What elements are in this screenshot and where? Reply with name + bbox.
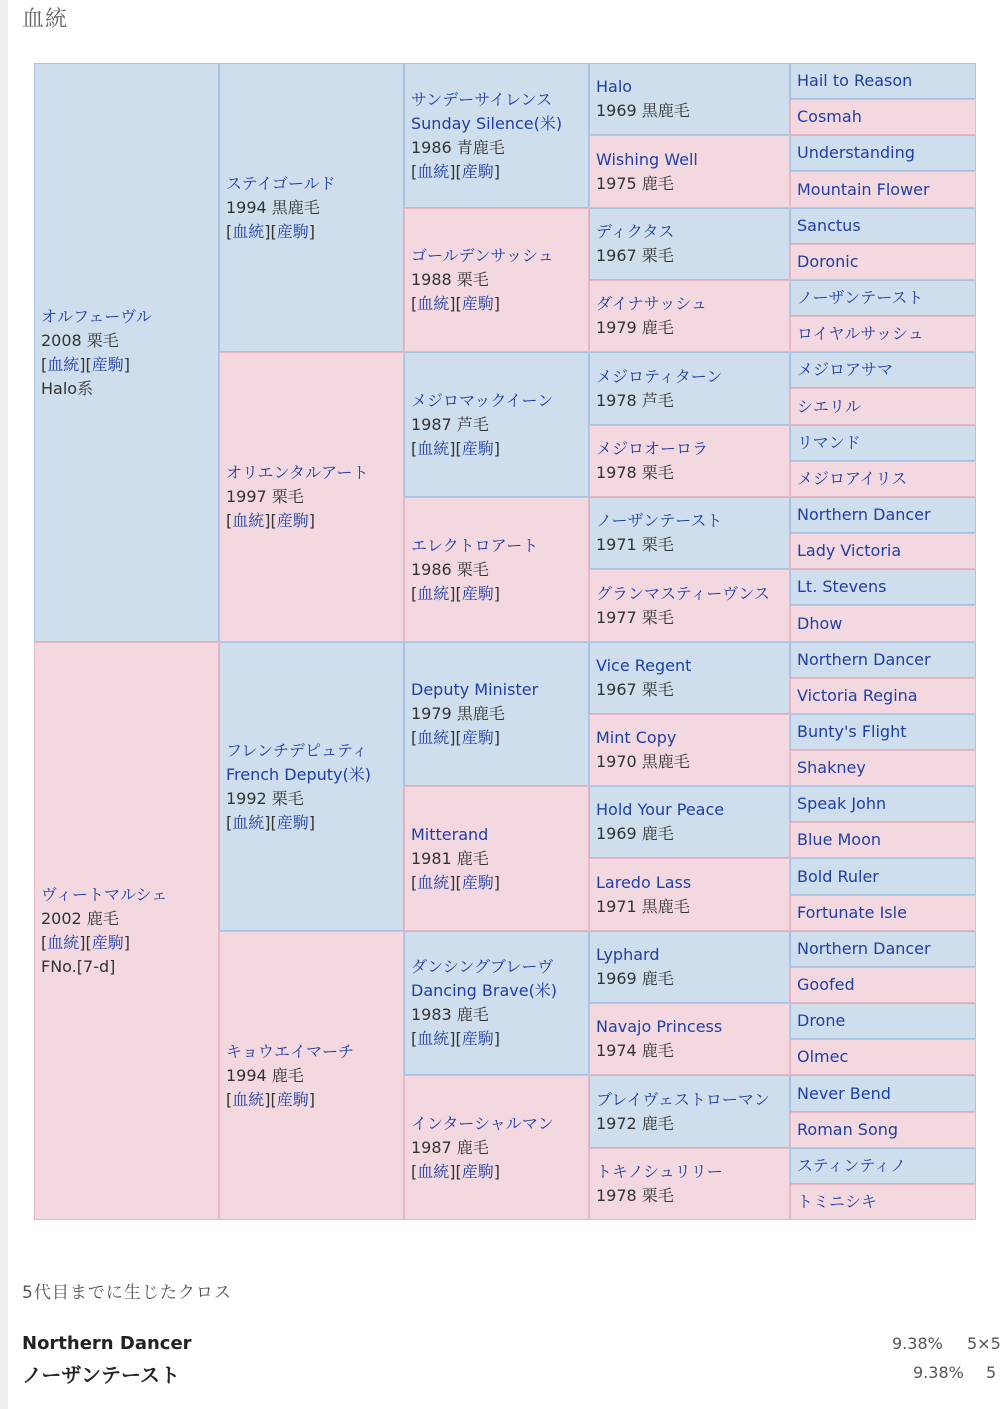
ancestor-cell xyxy=(790,316,976,352)
lineage-note: FNo.[7-d] xyxy=(41,957,116,976)
offspring-link[interactable]: 産駒 xyxy=(461,583,494,603)
pedigree-link[interactable]: 血統 xyxy=(417,583,450,603)
pedigree-link[interactable]: 血統 xyxy=(232,812,265,832)
pedigree-cell xyxy=(34,63,219,642)
pedigree-link[interactable]: 血統 xyxy=(417,161,450,181)
ancestor-name-link[interactable]: Doronic xyxy=(797,252,859,271)
horse-name-link[interactable]: キョウエイマーチ xyxy=(226,1041,355,1061)
birth-year-color: 1983 鹿毛 xyxy=(411,1005,489,1024)
horse-name-link[interactable]: ダイナサッシュ xyxy=(596,294,708,313)
ancestor-name-link[interactable]: ロイヤルサッシュ xyxy=(797,324,924,343)
pedigree-links: [血統][産駒] xyxy=(411,1161,501,1181)
ancestor-name-link[interactable]: ノーザンテースト xyxy=(797,288,924,307)
pedigree-cell xyxy=(34,642,219,1220)
cross-pattern: 5 xyxy=(986,1363,997,1382)
ancestor-cell xyxy=(790,822,976,858)
pedigree-table xyxy=(34,63,976,1220)
ancestor-cell xyxy=(790,171,976,208)
ancestor-name-link[interactable]: Olmec xyxy=(797,1047,849,1066)
pedigree-cell xyxy=(589,208,790,280)
ancestor-name-link[interactable]: Bold Ruler xyxy=(797,866,879,886)
horse-name-link[interactable]: Lyphard xyxy=(596,945,660,964)
pedigree-link[interactable]: 血統 xyxy=(47,354,80,374)
pedigree-links: [血統][産駒] xyxy=(411,1029,501,1048)
ancestor-cell xyxy=(790,63,976,99)
horse-name-link[interactable]: フレンチデピュティ xyxy=(226,740,368,760)
ancestor-cell xyxy=(790,497,976,533)
birth-year-color: 1978 栗毛 xyxy=(596,1186,674,1205)
pedigree-cell xyxy=(589,280,790,352)
cross-pattern: 5×5 xyxy=(967,1334,1001,1353)
horse-name-link[interactable]: オリエンタルアート xyxy=(226,463,369,482)
birth-year-color: 1978 栗毛 xyxy=(596,463,674,482)
cross-name[interactable]: ノーザンテースト xyxy=(22,1363,180,1387)
birth-year-color: 1994 黒鹿毛 xyxy=(226,197,320,217)
ancestor-cell xyxy=(790,967,976,1003)
birth-year-color: 1971 黒鹿毛 xyxy=(596,896,690,916)
horse-name-link[interactable]: ディクタス xyxy=(596,222,675,241)
ancestor-cell xyxy=(790,244,976,280)
ancestor-name-link[interactable]: Dhow xyxy=(797,613,843,633)
offspring-link[interactable]: 産駒 xyxy=(461,161,494,181)
ancestor-name-link[interactable]: Northern Dancer xyxy=(797,505,931,524)
birth-year-color: 1967 栗毛 xyxy=(596,680,674,699)
ancestor-cell xyxy=(790,858,976,895)
horse-name-link[interactable]: Halo xyxy=(596,77,633,96)
ancestor-name-link[interactable]: Lt. Stevens xyxy=(797,577,887,596)
horse-name-link[interactable]: グランマスティーヴンス xyxy=(596,583,770,603)
horse-english-name-link[interactable]: French Deputy(米) xyxy=(226,764,371,784)
pedigree-cell xyxy=(589,135,790,208)
ancestor-cell xyxy=(790,786,976,822)
pedigree-cell xyxy=(589,352,790,425)
ancestor-cell xyxy=(790,99,976,135)
horse-name-link[interactable]: Mitterand xyxy=(411,824,489,844)
horse-name-link[interactable]: ブレイヴェストローマン xyxy=(596,1089,770,1109)
horse-name-link[interactable]: Vice Regent xyxy=(596,656,692,675)
pedigree-link[interactable]: 血統 xyxy=(47,933,80,952)
pedigree-cell xyxy=(219,352,404,642)
ancestor-name-link[interactable]: Victoria Regina xyxy=(797,686,918,705)
ancestor-name-link[interactable]: Shakney xyxy=(797,758,866,777)
pedigree-cell xyxy=(404,497,589,642)
horse-name-link[interactable]: Hold Your Peace xyxy=(596,800,725,819)
ancestor-cell xyxy=(790,425,976,461)
ancestor-name-link[interactable]: Bunty's Flight xyxy=(797,722,907,741)
horse-name-link[interactable]: インターシャルマン xyxy=(411,1113,554,1133)
pedigree-cell xyxy=(404,642,589,786)
offspring-link[interactable]: 産駒 xyxy=(276,221,309,241)
offspring-link[interactable]: 産駒 xyxy=(461,872,494,892)
ancestor-name-link[interactable]: シエリル xyxy=(797,396,862,416)
ancestor-cell xyxy=(790,714,976,750)
horse-name-link[interactable]: メジロマックイーン xyxy=(411,390,554,410)
ancestor-name-link[interactable]: Sanctus xyxy=(797,216,861,235)
offspring-link[interactable]: 産駒 xyxy=(91,933,124,952)
lineage-note: Halo系 xyxy=(41,378,94,398)
ancestor-name-link[interactable]: Northern Dancer xyxy=(797,650,931,669)
birth-year-color: 1997 栗毛 xyxy=(226,487,304,506)
pedigree-cell xyxy=(589,1075,790,1148)
ancestor-name-link[interactable]: Lady Victoria xyxy=(797,541,902,560)
offspring-link[interactable]: 産駒 xyxy=(461,1029,494,1048)
pedigree-link[interactable]: 血統 xyxy=(417,728,450,747)
ancestor-name-link[interactable]: メジロアサマ xyxy=(797,360,894,379)
horse-name-link[interactable]: Laredo Lass xyxy=(596,872,692,892)
birth-year-color: 1967 栗毛 xyxy=(596,246,674,265)
pedigree-links: [血統][産駒] xyxy=(226,812,316,832)
section-title: 血統 xyxy=(22,7,69,32)
pedigree-cell xyxy=(589,1003,790,1075)
birth-year-color: 1979 黒鹿毛 xyxy=(411,704,505,723)
ancestor-name-link[interactable]: Mountain Flower xyxy=(797,179,930,199)
pedigree-cell xyxy=(589,1148,790,1220)
pedigree-cell xyxy=(589,63,790,135)
birth-year-color: 1975 鹿毛 xyxy=(596,173,674,193)
ancestor-name-link[interactable]: Fortunate Isle xyxy=(797,903,907,922)
pedigree-cell xyxy=(404,786,589,931)
ancestor-cell xyxy=(790,1039,976,1075)
pedigree-links: [血統][産駒] xyxy=(226,221,316,241)
pedigree-link[interactable]: 血統 xyxy=(417,438,450,458)
ancestor-name-link[interactable]: Cosmah xyxy=(797,107,862,126)
pedigree-links: [血統][産駒] xyxy=(411,438,501,458)
birth-year-color: 1981 鹿毛 xyxy=(411,848,489,868)
cross-heading: 5代目までに生じたクロス xyxy=(22,1283,232,1303)
pedigree-links: [血統][産駒] xyxy=(226,511,316,530)
ancestor-cell xyxy=(790,388,976,425)
pedigree-cell xyxy=(219,931,404,1220)
pedigree-cell xyxy=(404,1075,589,1220)
birth-year-color: 1978 芦毛 xyxy=(596,390,674,410)
cross-name[interactable]: Northern Dancer xyxy=(22,1333,192,1354)
pedigree-link[interactable]: 血統 xyxy=(417,1161,450,1181)
ancestor-name-link[interactable]: トミニシキ xyxy=(797,1192,878,1211)
ancestor-name-link[interactable]: Never Bend xyxy=(797,1083,891,1103)
birth-year-color: 1987 芦毛 xyxy=(411,414,489,434)
ancestor-name-link[interactable]: スティンティノ xyxy=(797,1156,907,1175)
horse-name-link[interactable]: Navajo Princess xyxy=(596,1017,723,1036)
pedigree-links: [血統][産駒] xyxy=(411,583,501,603)
ancestor-name-link[interactable]: Blue Moon xyxy=(797,830,882,849)
ancestor-cell xyxy=(790,1075,976,1112)
horse-name-link[interactable]: オルフェーヴル xyxy=(41,306,152,326)
horse-name-link[interactable]: Mint Copy xyxy=(596,728,677,747)
pedigree-cell xyxy=(589,497,790,569)
ancestor-name-link[interactable]: メジロアイリス xyxy=(797,469,908,488)
birth-year-color: 1994 鹿毛 xyxy=(226,1065,304,1085)
horse-name-link[interactable]: サンデーサイレンス xyxy=(411,89,553,109)
pedigree-cell xyxy=(404,63,589,208)
pedigree-links: [血統][産駒] xyxy=(41,933,131,952)
horse-name-link[interactable]: トキノシュリリー xyxy=(596,1162,723,1181)
pedigree-cell xyxy=(219,63,404,352)
pedigree-links: [血統][産駒] xyxy=(411,294,501,313)
ancestor-cell xyxy=(790,280,976,316)
pedigree-links: [血統][産駒] xyxy=(411,872,501,892)
horse-name-link[interactable]: エレクトロアート xyxy=(411,535,539,555)
birth-year-color: 1987 鹿毛 xyxy=(411,1137,489,1157)
ancestor-name-link[interactable]: Drone xyxy=(797,1011,846,1030)
pedigree-cell xyxy=(589,858,790,931)
offspring-link[interactable]: 産駒 xyxy=(461,728,494,747)
ancestor-cell xyxy=(790,1112,976,1148)
birth-year-color: 1972 鹿毛 xyxy=(596,1113,674,1133)
ancestor-cell xyxy=(790,895,976,931)
pedigree-cell xyxy=(589,931,790,1003)
birth-year-color: 1971 栗毛 xyxy=(596,535,674,554)
birth-year-color: 1979 鹿毛 xyxy=(596,318,674,337)
cross-percent: 9.38% xyxy=(913,1363,964,1382)
birth-year-color: 1974 鹿毛 xyxy=(596,1041,674,1060)
birth-year-color: 1969 黒鹿毛 xyxy=(596,101,690,120)
ancestor-cell xyxy=(790,1148,976,1184)
birth-year-color: 1992 栗毛 xyxy=(226,788,304,808)
birth-year-color: 1988 栗毛 xyxy=(411,270,489,289)
pedigree-cell xyxy=(404,208,589,352)
offspring-link[interactable]: 産駒 xyxy=(276,1089,309,1109)
pedigree-link[interactable]: 血統 xyxy=(232,221,265,241)
pedigree-link[interactable]: 血統 xyxy=(232,511,265,530)
pedigree-cell xyxy=(589,425,790,497)
pedigree-link[interactable]: 血統 xyxy=(417,872,450,892)
pedigree-links: [血統][産駒] xyxy=(411,728,501,747)
ancestor-cell xyxy=(790,533,976,569)
horse-name-link[interactable]: メジロオーロラ xyxy=(596,439,709,458)
horse-name-link[interactable]: ゴールデンサッシュ xyxy=(411,246,554,265)
pedigree-cell xyxy=(589,569,790,642)
ancestor-name-link[interactable]: リマンド xyxy=(797,433,861,452)
birth-year-color: 1969 鹿毛 xyxy=(596,969,674,988)
horse-name-link[interactable]: ヴィートマルシェ xyxy=(41,885,168,904)
ancestor-name-link[interactable]: Understanding xyxy=(797,143,915,162)
ancestor-cell xyxy=(790,352,976,388)
pedigree-cell xyxy=(589,714,790,786)
pedigree-cell xyxy=(404,352,589,497)
horse-name-link[interactable]: Deputy Minister xyxy=(411,680,539,699)
ancestor-cell xyxy=(790,605,976,642)
ancestor-cell xyxy=(790,750,976,786)
pedigree-cell xyxy=(589,642,790,714)
offspring-link[interactable]: 産駒 xyxy=(461,438,494,458)
ancestor-name-link[interactable]: Roman Song xyxy=(797,1120,899,1139)
ancestor-name-link[interactable]: Northern Dancer xyxy=(797,939,931,958)
ancestor-cell xyxy=(790,1003,976,1039)
birth-year-color: 2008 栗毛 xyxy=(41,330,119,350)
offspring-link[interactable]: 産駒 xyxy=(276,812,309,832)
birth-year-color: 1977 栗毛 xyxy=(596,607,674,627)
pedigree-cell xyxy=(404,931,589,1075)
ancestor-cell xyxy=(790,208,976,244)
ancestor-cell xyxy=(790,569,976,605)
pedigree-cell xyxy=(219,642,404,931)
ancestor-cell xyxy=(790,1184,976,1220)
horse-name-link[interactable]: メジロティターン xyxy=(596,366,723,386)
pedigree-link[interactable]: 血統 xyxy=(232,1089,265,1109)
ancestor-name-link[interactable]: Hail to Reason xyxy=(797,71,913,90)
pedigree-cell xyxy=(589,786,790,858)
birth-year-color: 1986 青鹿毛 xyxy=(411,137,505,157)
pedigree-links: [血統][産駒] xyxy=(411,161,501,181)
ancestor-name-link[interactable]: Speak John xyxy=(797,794,887,813)
horse-name-link[interactable]: Wishing Well xyxy=(596,149,698,169)
birth-year-color: 1986 栗毛 xyxy=(411,559,489,579)
pedigree-link[interactable]: 血統 xyxy=(417,1029,450,1048)
ancestor-cell xyxy=(790,461,976,497)
cross-percent: 9.38% xyxy=(892,1334,943,1353)
horse-name-link[interactable]: ノーザンテースト xyxy=(596,511,723,530)
birth-year-color: 1970 黒鹿毛 xyxy=(596,752,690,771)
horse-name-link[interactable]: ダンシングブレーヴ xyxy=(411,957,554,976)
left-edge-strip xyxy=(0,0,8,1409)
offspring-link[interactable]: 産駒 xyxy=(461,1161,494,1181)
ancestor-cell xyxy=(790,642,976,678)
pedigree-links: [血統][産駒] xyxy=(226,1089,316,1109)
ancestor-cell xyxy=(790,931,976,967)
pedigree-links: [血統][産駒] xyxy=(41,354,131,374)
horse-english-name-link[interactable]: Sunday Silence(米) xyxy=(411,113,563,133)
birth-year-color: 1969 鹿毛 xyxy=(596,824,674,843)
pedigree-link[interactable]: 血統 xyxy=(417,294,450,313)
ancestor-name-link[interactable]: Goofed xyxy=(797,975,855,994)
offspring-link[interactable]: 産駒 xyxy=(276,511,309,530)
birth-year-color: 2002 鹿毛 xyxy=(41,909,119,928)
ancestor-cell xyxy=(790,135,976,171)
horse-name-link[interactable]: ステイゴールド xyxy=(226,173,336,193)
ancestor-cell xyxy=(790,678,976,714)
offspring-link[interactable]: 産駒 xyxy=(461,294,494,313)
horse-english-name-link[interactable]: Dancing Brave(米) xyxy=(411,981,558,1000)
offspring-link[interactable]: 産駒 xyxy=(91,354,124,374)
